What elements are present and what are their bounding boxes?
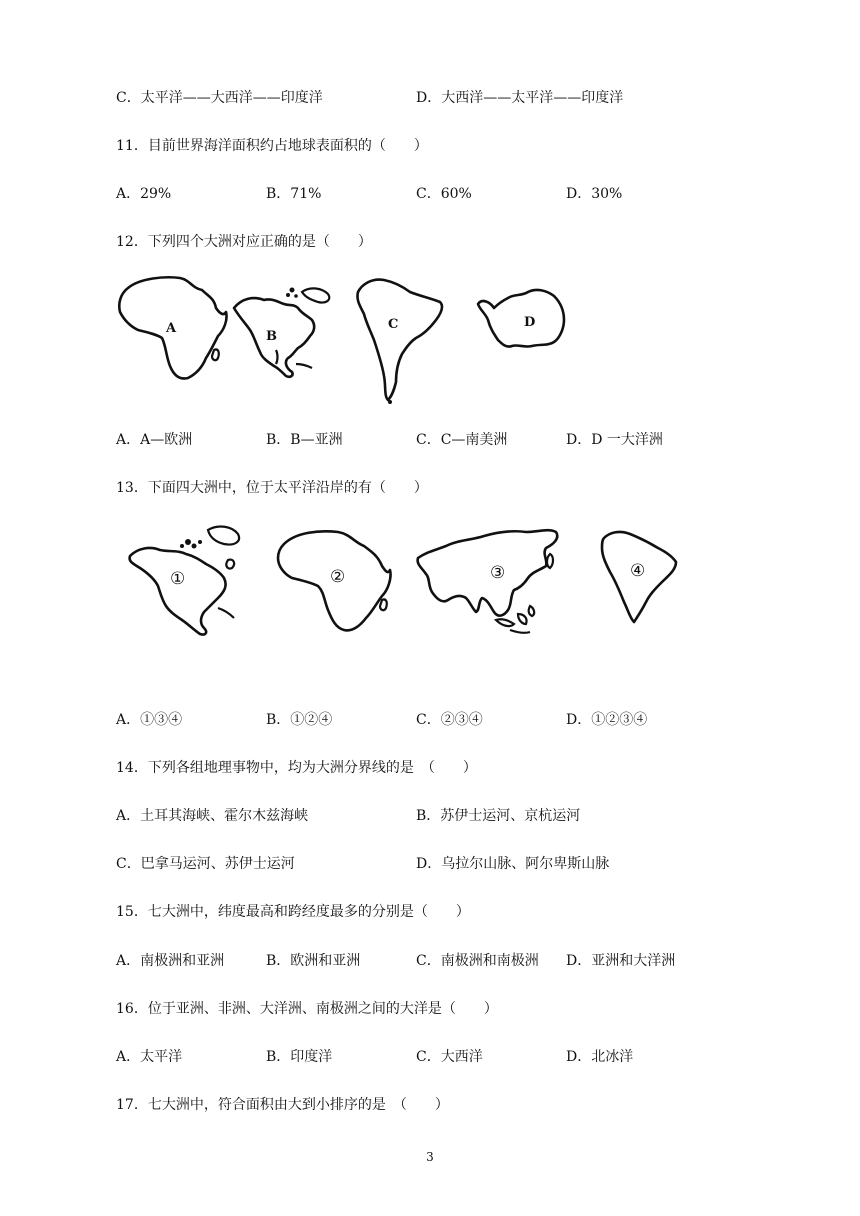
q14-stem: 14．下列各组地理事物中，均为大洲分界线的是 （ ）	[116, 760, 477, 776]
q16-option-b: B．印度洋	[266, 1049, 333, 1065]
q16-option-a: A．太平洋	[116, 1049, 183, 1065]
q13-map-africa	[278, 531, 391, 630]
q12-map-antarctica	[478, 290, 564, 347]
q10-option-d: D．大西洋——太平洋——印度洋	[416, 90, 624, 106]
q16-option-d: D．北冰洋	[566, 1049, 634, 1065]
q16-stem: 16．位于亚洲、非洲、大洋洲、南极洲之间的大洋是（ ）	[116, 1001, 498, 1017]
q13-label-1: ①	[170, 569, 186, 589]
q10-option-c: C．太平洋——大西洋——印度洋	[116, 90, 323, 106]
q14-option-b: B．苏伊士运河、京杭运河	[416, 808, 581, 824]
q16-option-c: C．大西洋	[416, 1049, 483, 1065]
q12-label-d: D	[524, 315, 536, 330]
q12-option-a: A．A—欧洲	[116, 432, 193, 448]
q13-stem: 13．下面四大洲中，位于太平洋沿岸的有（ ）	[116, 480, 428, 496]
q13-map-south-america	[602, 532, 676, 622]
q12-continent-map	[110, 268, 580, 408]
q15-stem: 15．七大洲中，纬度最高和跨经度最多的分别是（ ）	[116, 904, 470, 920]
q12-option-b: B．B—亚洲	[266, 432, 343, 448]
q14-option-a: A．土耳其海峡、霍尔木兹海峡	[116, 808, 309, 824]
q12-label-a: A	[166, 321, 177, 336]
q12-map-south-america	[357, 280, 442, 404]
q13-continent-map	[124, 520, 684, 650]
q14-option-d: D．乌拉尔山脉、阿尔卑斯山脉	[416, 856, 610, 872]
q13-map-north-america	[130, 527, 239, 635]
q12-option-d: D．D 一大洋洲	[566, 432, 663, 448]
q12-stem: 12．下列四个大洲对应正确的是（ ）	[116, 234, 372, 250]
q13-option-b: B．①②④	[266, 712, 333, 728]
q13-option-d: D．①②③④	[566, 712, 648, 728]
q15-option-a: A．南极洲和亚洲	[116, 953, 225, 969]
q13-label-3: ③	[490, 563, 506, 583]
q13-label-2: ②	[330, 567, 346, 587]
q13-option-c: C．②③④	[416, 712, 483, 728]
page-number: 3	[426, 1150, 434, 1164]
q11-option-b: B．71%	[266, 186, 322, 202]
q12-label-c: C	[388, 317, 399, 332]
q14-option-c: C．巴拿马运河、苏伊士运河	[116, 856, 295, 872]
q11-option-a: A．29%	[116, 186, 172, 202]
q11-option-c: C．60%	[416, 186, 472, 202]
q12-label-b: B	[266, 329, 277, 344]
q13-option-a: A．①③④	[116, 712, 183, 728]
q15-option-d: D．亚洲和大洋洲	[566, 953, 676, 969]
q12-map-africa	[119, 277, 226, 378]
q12-map-north-america	[234, 288, 329, 377]
q13-map-asia	[418, 530, 558, 633]
q11-stem: 11．目前世界海洋面积约占地球表面积的（ ）	[116, 138, 428, 154]
q15-option-c: C．南极洲和南极洲	[416, 953, 539, 969]
q12-option-c: C．C—南美洲	[416, 432, 508, 448]
q13-label-4: ④	[630, 561, 646, 581]
q15-option-b: B．欧洲和亚洲	[266, 953, 361, 969]
q11-option-d: D．30%	[566, 186, 623, 202]
q17-stem: 17．七大洲中，符合面积由大到小排序的是 （ ）	[116, 1097, 449, 1113]
